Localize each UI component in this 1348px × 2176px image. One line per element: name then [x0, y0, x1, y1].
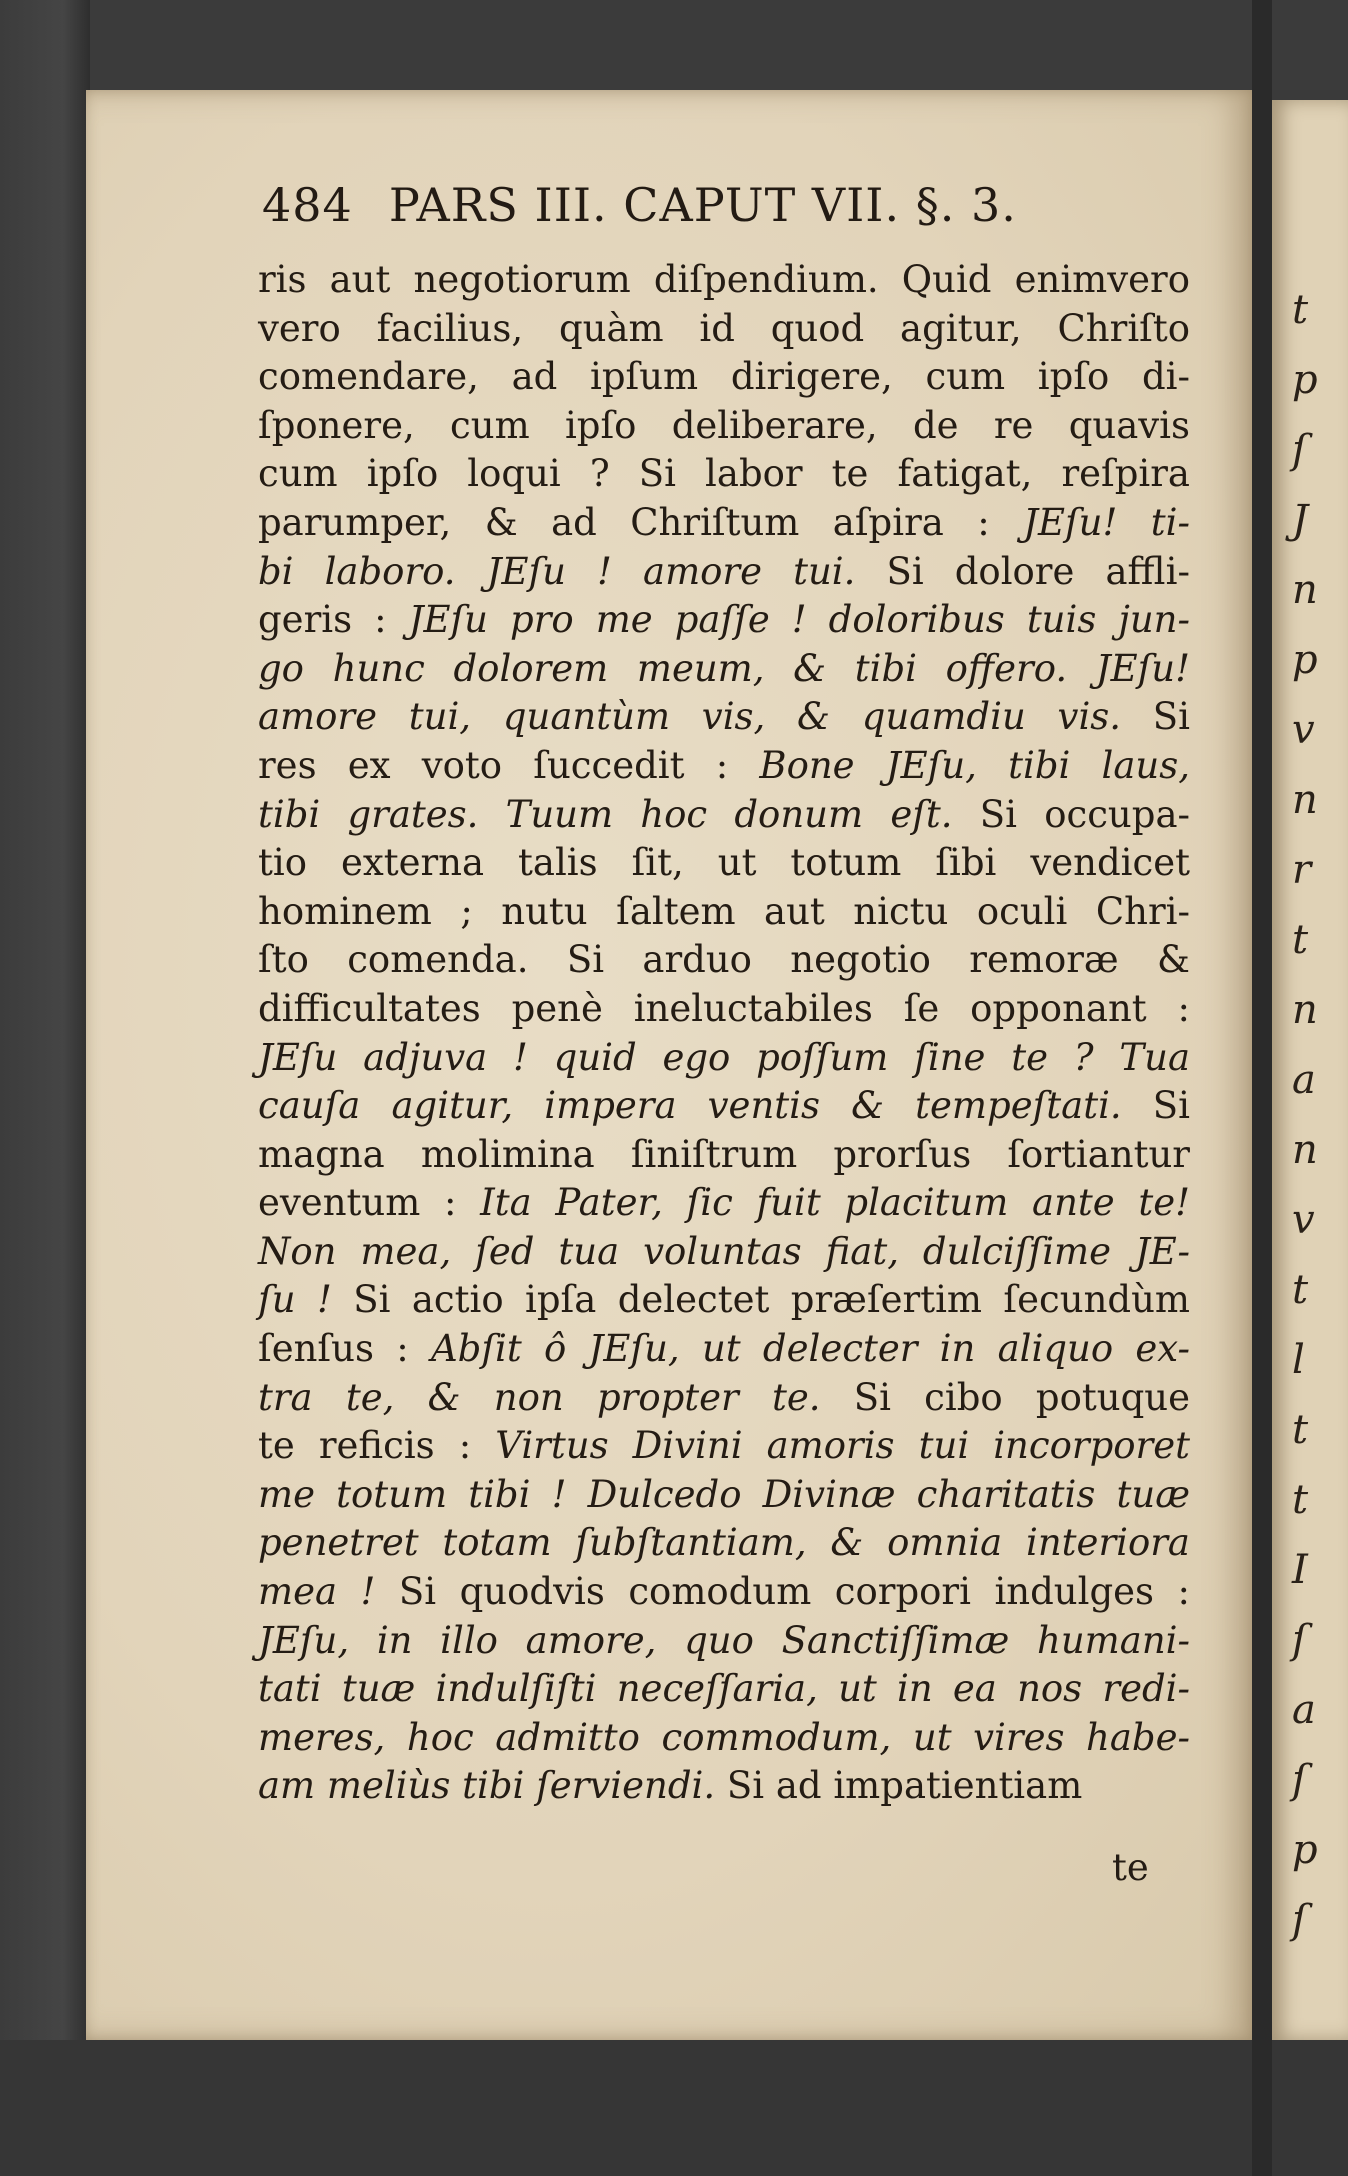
italic-text: JEſu! ti- [1023, 500, 1190, 544]
roman-text: Si actio ipſa delectet præſertim ſecundùm [331, 1278, 1190, 1322]
italic-text: amore tui, quantùm vis, & quamdiu vis. [258, 695, 1122, 739]
italic-text: tibi grates. Tuum hoc donum eſt. [258, 792, 953, 836]
adjacent-page-letter: J [1292, 497, 1309, 543]
background-bottom [0, 2040, 1348, 2176]
background-left [0, 0, 90, 2176]
text-line [258, 1374, 1190, 1423]
text-line [258, 353, 1190, 402]
roman-text: ſenſus : [258, 1327, 431, 1371]
text-line [258, 450, 1190, 499]
text-line [258, 693, 1190, 742]
italic-text: Non mea, ſed tua voluntas fiat, dulciſſime JE- [258, 1229, 1190, 1273]
roman-text: ſto comenda. Si arduo negotio remoræ & [258, 938, 1190, 982]
adjacent-page-letter: n [1292, 1127, 1318, 1173]
adjacent-page-letter: t [1292, 917, 1309, 963]
roman-text: cum ipſo loqui ? Si labor te fatigat, reſpira [258, 452, 1190, 496]
roman-text: ris aut negotiorum diſpendium. Quid enimvero [258, 258, 1190, 301]
adjacent-page-letter: r [1292, 847, 1312, 893]
italic-text: mea ! [258, 1570, 376, 1614]
text-line [258, 1325, 1190, 1374]
adjacent-page-letter: t [1292, 287, 1309, 333]
adjacent-page-edge [1272, 100, 1348, 2040]
adjacent-page-letter: v [1292, 1197, 1315, 1243]
italic-text: tati tuæ indulſiſti neceſſaria, ut in ea nos redi- [258, 1667, 1190, 1711]
text-line [258, 1228, 1190, 1277]
adjacent-page-letter: n [1292, 777, 1318, 823]
roman-text: comendare, ad ipſum dirigere, cum ipſo di- [258, 355, 1190, 399]
adjacent-page-letter: n [1292, 567, 1318, 613]
text-line [258, 305, 1190, 354]
page-header [262, 178, 1162, 238]
adjacent-page-letter: a [1292, 1057, 1316, 1103]
adjacent-page-letter: I [1292, 1547, 1308, 1593]
text-line [258, 645, 1190, 694]
roman-text: res ex voto ſuccedit : [258, 743, 760, 787]
italic-text: go hunc dolorem meum, & tibi offero. JEſu! [258, 646, 1190, 690]
text-line [258, 1471, 1190, 1520]
page-number: 484 [262, 178, 353, 232]
adjacent-page-letter: ſ [1292, 1897, 1307, 1943]
roman-text: Si ad impatientiam [715, 1764, 1083, 1808]
text-line [258, 1082, 1190, 1131]
adjacent-page-letter: ſ [1292, 1757, 1307, 1803]
adjacent-page-letter: l [1292, 1337, 1305, 1383]
text-line [258, 256, 1190, 305]
roman-text: vero facilius, quàm id quod agitur, Chriſto [258, 306, 1190, 350]
roman-text: hominem ; nutu ſaltem aut nictu oculi Chri- [258, 889, 1190, 933]
adjacent-page-letter: n [1292, 987, 1318, 1033]
roman-text: Si cibo potuque [820, 1375, 1190, 1419]
roman-text: difficultates penè ineluctabiles ſe opponant : [258, 986, 1190, 1030]
text-line [258, 791, 1190, 840]
italic-text: tra te, & non propter te. [258, 1375, 821, 1419]
roman-text: Si quodvis comodum corpori indulges : [375, 1570, 1191, 1614]
italic-text: Virtus Divini amoris tui incorporet [495, 1424, 1190, 1468]
italic-text: am meliùs tibi ſerviendi. [258, 1764, 716, 1808]
roman-text: parumper, & ad Chriſtum aſpira : [258, 500, 1024, 544]
adjacent-page-letter: p [1292, 357, 1318, 403]
text-line [258, 1665, 1190, 1714]
adjacent-page-letter: ſ [1292, 427, 1307, 473]
adjacent-page-letter: t [1292, 1267, 1309, 1313]
roman-text: Si dolore affli- [855, 549, 1190, 593]
text-line [258, 1714, 1190, 1763]
adjacent-page-letter: t [1292, 1477, 1309, 1523]
roman-text: Si [1121, 1084, 1190, 1128]
text-line [258, 1422, 1190, 1471]
italic-text: meres, hoc admitto commodum, ut vires habe- [258, 1715, 1190, 1759]
book-gutter [1252, 0, 1272, 2176]
italic-text: Bone JEſu, tibi laus, [759, 743, 1191, 787]
italic-text: JEſu, in illo amore, quo Sanctiſſimæ humani- [258, 1618, 1190, 1662]
adjacent-page-letter: p [1292, 1827, 1318, 1873]
text-line [258, 985, 1190, 1034]
italic-text: cauſa agitur, impera ventis & tempeſtati. [258, 1084, 1122, 1128]
adjacent-page-letter: ſ [1292, 1617, 1307, 1663]
running-title: PARS III. CAPUT VII. §. 3. [388, 178, 1017, 232]
italic-text: Ita Pater, ſic fuit placitum ante te! [480, 1181, 1191, 1225]
adjacent-page-letter: p [1292, 637, 1318, 683]
roman-text: Si [1121, 695, 1190, 739]
roman-text: tio externa talis ſit, ut totum ſibi vendicet [258, 841, 1190, 885]
roman-text: te reficis : [258, 1424, 496, 1468]
roman-text: ſponere, cum ipſo deliberare, de re quavis [258, 403, 1190, 447]
adjacent-page-letter: v [1292, 707, 1315, 753]
text-line [258, 1519, 1190, 1568]
italic-text: ſu ! [258, 1278, 332, 1322]
catchword: te [1112, 1846, 1149, 1889]
text-line [258, 1131, 1190, 1180]
text-line [258, 1617, 1190, 1666]
italic-text: Abſit ô JEſu, ut delecter in aliquo ex- [430, 1327, 1190, 1371]
adjacent-page-letter: t [1292, 1407, 1309, 1453]
text-line [258, 936, 1190, 985]
text-line [258, 1179, 1190, 1228]
text-line [258, 402, 1190, 451]
text-line [258, 596, 1190, 645]
italic-text: penetret totam ſubſtantiam, & omnia interiora [258, 1521, 1190, 1565]
text-line [258, 499, 1190, 548]
roman-text: eventum : [258, 1181, 481, 1225]
text-line [258, 1276, 1190, 1325]
body-text [258, 256, 1190, 1811]
italic-text: bi laboro. JEſu ! amore tui. [258, 549, 856, 593]
adjacent-page-letter: a [1292, 1687, 1316, 1733]
text-line [258, 1568, 1190, 1617]
italic-text: JEſu adjuva ! quid ego poſſum ſine te ? Tua [258, 1035, 1190, 1079]
roman-text: magna molimina ſiniſtrum prorſus ſortiantur [258, 1132, 1190, 1176]
roman-text: Si occupa- [952, 792, 1191, 836]
background-top [0, 0, 1348, 90]
text-line [258, 742, 1190, 791]
text-line [258, 839, 1190, 888]
text-line [258, 1762, 1190, 1811]
roman-text: geris : [258, 598, 409, 642]
italic-text: me totum tibi ! Dulcedo Divinæ charitatis tuæ [258, 1472, 1190, 1516]
text-line [258, 1034, 1190, 1083]
italic-text: JEſu pro me paſſe ! doloribus tuis jun- [408, 598, 1191, 642]
text-line [258, 548, 1190, 597]
text-line [258, 888, 1190, 937]
